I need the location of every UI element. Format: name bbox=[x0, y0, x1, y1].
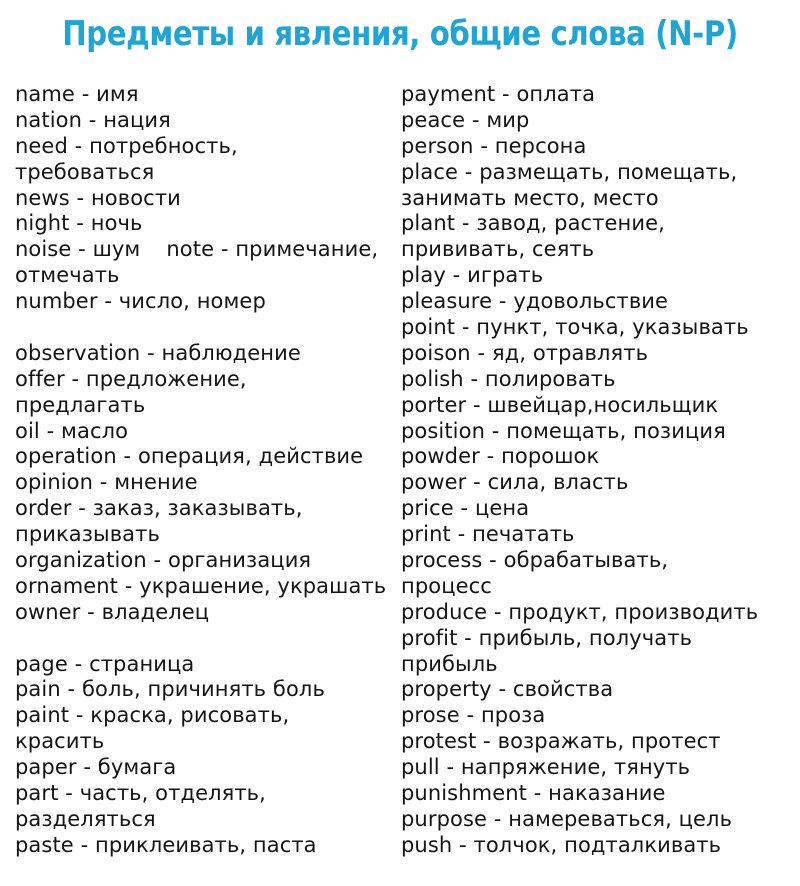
word-line: price - цена bbox=[401, 496, 530, 521]
page-title: Предметы и явления, общие слова (N-P) bbox=[62, 14, 738, 54]
word-line: person - персона bbox=[401, 133, 587, 158]
word-line: point - пункт, точка, указывать bbox=[401, 315, 749, 340]
word-line: prose - проза bbox=[401, 703, 546, 728]
word-line: produce - продукт, производить bbox=[401, 599, 759, 624]
word-line: отмечать bbox=[15, 263, 120, 288]
word-line: profit - прибыль, получать bbox=[401, 625, 693, 650]
word-line: paste - приклеивать, паста bbox=[15, 832, 317, 857]
word-line: pleasure - удовольствие bbox=[401, 289, 669, 314]
word-line: purpose - намереваться, цель bbox=[401, 806, 733, 831]
word-line: punishment - наказание bbox=[401, 781, 666, 806]
left-word-column bbox=[15, 82, 400, 859]
word-line: paint - краска, рисовать, bbox=[15, 703, 290, 728]
word-line: powder - порошок bbox=[401, 444, 600, 469]
word-line: предлагать bbox=[15, 392, 146, 417]
word-line: property - свойства bbox=[401, 677, 614, 702]
word-line: place - размещать, помещать, bbox=[401, 159, 738, 184]
word-line: offer - предложение, bbox=[15, 366, 247, 391]
word-line: payment - оплата bbox=[401, 82, 596, 106]
word-line: number - число, номер bbox=[15, 289, 266, 314]
word-line: night - ночь bbox=[15, 211, 143, 236]
word-line: opinion - мнение bbox=[15, 470, 198, 495]
word-entry: note - примечание, bbox=[166, 237, 379, 262]
word-line: print - печатать bbox=[401, 522, 575, 547]
word-line: page - страница bbox=[15, 651, 195, 676]
word-line: operation - операция, действие bbox=[15, 444, 364, 469]
word-line: process - обрабатывать, bbox=[401, 548, 669, 573]
word-line: protest - возражать, протест bbox=[401, 729, 721, 754]
word-line: order - заказ, заказывать, bbox=[15, 496, 303, 521]
word-line: porter - швейцар,носильщик bbox=[401, 392, 719, 417]
word-line: pull - напряжение, тянуть bbox=[401, 755, 691, 780]
word-line: pain - боль, причинять боль bbox=[15, 677, 325, 702]
word-line: приказывать bbox=[15, 522, 160, 547]
word-line: прививать, сеять bbox=[401, 237, 595, 262]
word-line: observation - наблюдение bbox=[15, 340, 301, 365]
word-line: plant - завод, растение, bbox=[401, 211, 665, 236]
blank-line bbox=[15, 626, 400, 652]
word-line: процесс bbox=[401, 573, 492, 598]
word-line: polish - полировать bbox=[401, 366, 616, 391]
word-entry: noise - шум bbox=[15, 237, 141, 262]
word-line: part - часть, отделять, bbox=[15, 781, 266, 806]
word-line bbox=[15, 237, 400, 263]
right-word-column bbox=[401, 82, 796, 859]
word-line: need - потребность, bbox=[15, 133, 238, 158]
word-line: owner - владелец bbox=[15, 599, 210, 624]
word-line: красить bbox=[15, 729, 105, 754]
word-line: play - играть bbox=[401, 263, 544, 288]
word-line: name - имя bbox=[15, 82, 139, 106]
word-line: news - новости bbox=[15, 185, 181, 210]
word-line: ornament - украшение, украшать bbox=[15, 573, 387, 598]
word-line: power - сила, власть bbox=[401, 470, 629, 495]
word-line: требоваться bbox=[15, 159, 155, 184]
word-line: paper - бумага bbox=[15, 755, 177, 780]
word-line: peace - мир bbox=[401, 107, 530, 132]
word-line: poison - яд, отравлять bbox=[401, 340, 649, 365]
word-line: разделяться bbox=[15, 806, 156, 831]
word-line: push - толчок, подталкивать bbox=[401, 832, 722, 857]
word-line: organization - организация bbox=[15, 548, 312, 573]
word-line: занимать место, место bbox=[401, 185, 659, 210]
word-line: oil - масло bbox=[15, 418, 129, 443]
blank-line bbox=[15, 315, 400, 341]
word-line: прибыль bbox=[401, 651, 498, 676]
word-line: nation - нация bbox=[15, 107, 171, 132]
word-line: position - помещать, позиция bbox=[401, 418, 726, 443]
